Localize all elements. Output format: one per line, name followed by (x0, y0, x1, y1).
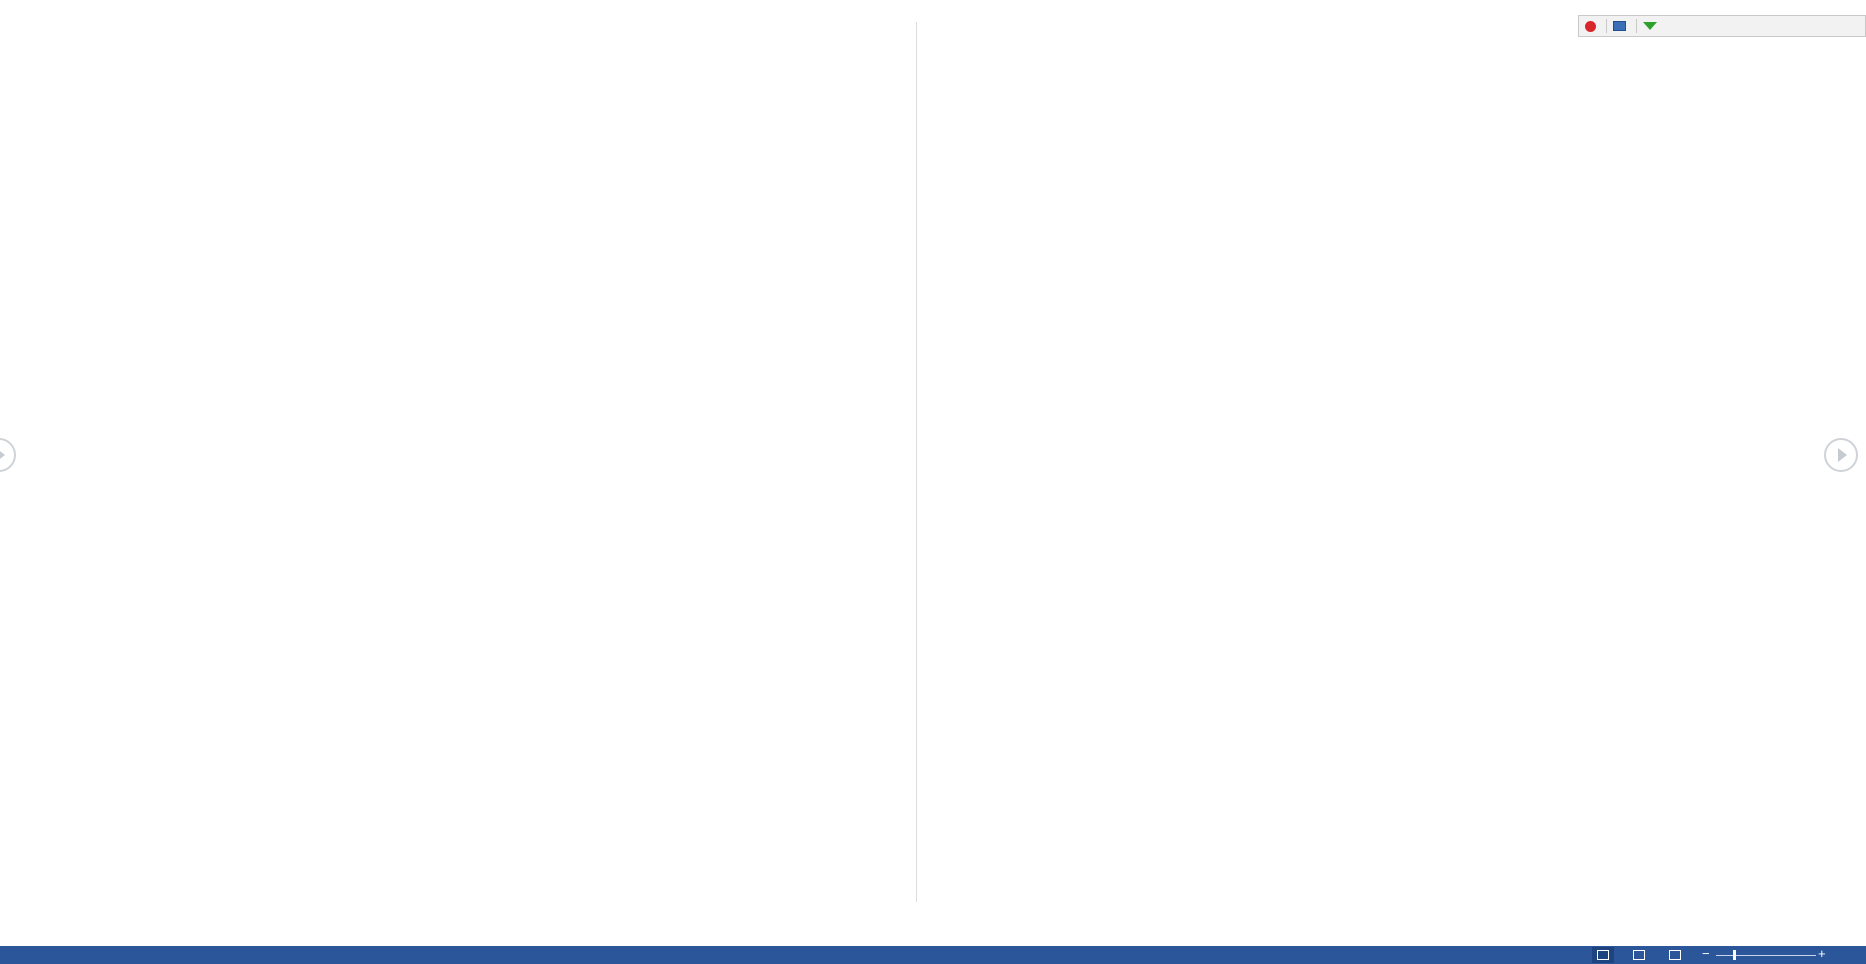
record-icon (1585, 21, 1596, 32)
previous-arrow-icon (0, 448, 5, 462)
record-button[interactable] (1579, 21, 1606, 32)
zoom-slider[interactable] (1716, 955, 1816, 956)
left-page (0, 0, 916, 930)
print-layout-icon (1633, 950, 1645, 960)
chevron-down-icon (1643, 22, 1657, 30)
zoom-out-button[interactable]: − (1702, 946, 1710, 961)
right-page (918, 0, 1866, 930)
screenshot-button[interactable] (1607, 21, 1636, 31)
resolution-dropdown[interactable] (1637, 22, 1667, 30)
status-bar (0, 946, 1866, 964)
read-mode-button[interactable] (1592, 947, 1614, 963)
zoom-in-button[interactable]: + (1818, 946, 1826, 961)
web-layout-button[interactable] (1664, 947, 1686, 963)
recorder-toolbar (1578, 15, 1866, 37)
zoom-slider-thumb[interactable] (1733, 950, 1736, 960)
screenshot-icon (1613, 21, 1626, 31)
print-layout-button[interactable] (1628, 947, 1650, 963)
next-arrow-icon (1838, 448, 1847, 462)
read-mode-icon (1597, 950, 1609, 960)
next-page-button[interactable] (1824, 438, 1858, 472)
page-divider (916, 22, 917, 902)
web-layout-icon (1669, 950, 1681, 960)
